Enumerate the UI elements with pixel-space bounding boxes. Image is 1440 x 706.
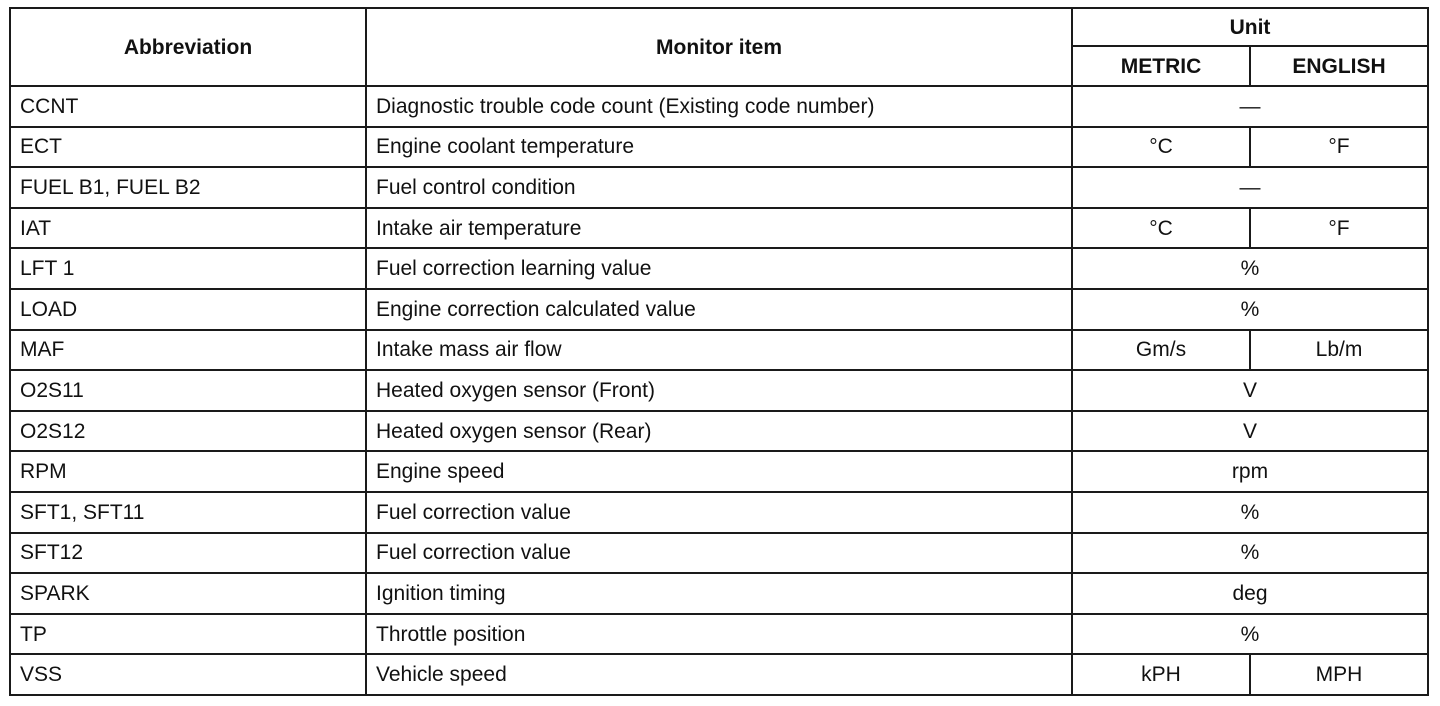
abbreviation-cell: SFT1, SFT11	[10, 492, 366, 533]
header-metric: METRIC	[1072, 46, 1250, 86]
monitor-item-cell: Ignition timing	[366, 573, 1072, 614]
abbreviation-cell: FUEL B1, FUEL B2	[10, 167, 366, 208]
monitor-item-cell: Intake mass air flow	[366, 330, 1072, 371]
monitor-item-cell: Engine coolant temperature	[366, 127, 1072, 168]
header-monitor-item: Monitor item	[366, 8, 1072, 86]
table-row	[10, 614, 1428, 655]
table-row	[10, 208, 1428, 249]
table-row	[10, 411, 1428, 452]
abbreviation-cell: O2S12	[10, 411, 366, 452]
unit-cell: %	[1072, 248, 1428, 289]
table-row	[10, 248, 1428, 289]
abbreviation-cell: ECT	[10, 127, 366, 168]
unit-cell: deg	[1072, 573, 1428, 614]
table-row	[10, 492, 1428, 533]
monitor-item-cell: Fuel correction learning value	[366, 248, 1072, 289]
table-row	[10, 330, 1428, 371]
metric-unit-cell: Gm/s	[1072, 330, 1250, 371]
abbreviation-cell: LOAD	[10, 289, 366, 330]
monitor-item-cell: Intake air temperature	[366, 208, 1072, 249]
abbreviation-cell: VSS	[10, 654, 366, 695]
monitor-item-table	[9, 7, 1429, 696]
monitor-item-cell: Engine correction calculated value	[366, 289, 1072, 330]
metric-unit-cell: °C	[1072, 127, 1250, 168]
table-row	[10, 127, 1428, 168]
unit-cell: rpm	[1072, 451, 1428, 492]
english-unit-cell: °F	[1250, 208, 1428, 249]
table-row	[10, 289, 1428, 330]
monitor-item-cell: Fuel correction value	[366, 533, 1072, 574]
table-row	[10, 573, 1428, 614]
header-row-top	[10, 8, 1428, 46]
monitor-item-cell: Heated oxygen sensor (Front)	[366, 370, 1072, 411]
english-unit-cell: Lb/m	[1250, 330, 1428, 371]
english-unit-cell: MPH	[1250, 654, 1428, 695]
abbreviation-cell: LFT 1	[10, 248, 366, 289]
monitor-item-cell: Fuel correction value	[366, 492, 1072, 533]
monitor-item-cell: Throttle position	[366, 614, 1072, 655]
unit-cell: %	[1072, 533, 1428, 574]
abbreviation-cell: RPM	[10, 451, 366, 492]
monitor-item-cell: Heated oxygen sensor (Rear)	[366, 411, 1072, 452]
monitor-item-cell: Engine speed	[366, 451, 1072, 492]
table-row	[10, 167, 1428, 208]
metric-unit-cell: °C	[1072, 208, 1250, 249]
metric-unit-cell: kPH	[1072, 654, 1250, 695]
table-row	[10, 86, 1428, 127]
table-row	[10, 370, 1428, 411]
abbreviation-cell: CCNT	[10, 86, 366, 127]
unit-cell: %	[1072, 289, 1428, 330]
header-unit: Unit	[1072, 8, 1428, 46]
unit-cell: V	[1072, 370, 1428, 411]
unit-cell: %	[1072, 492, 1428, 533]
monitor-item-table-container	[9, 7, 1427, 696]
table-row	[10, 533, 1428, 574]
header-abbreviation: Abbreviation	[10, 8, 366, 86]
table-row	[10, 654, 1428, 695]
monitor-item-cell: Vehicle speed	[366, 654, 1072, 695]
abbreviation-cell: O2S11	[10, 370, 366, 411]
monitor-item-cell: Diagnostic trouble code count (Existing code number)	[366, 86, 1072, 127]
english-unit-cell: °F	[1250, 127, 1428, 168]
unit-cell: —	[1072, 167, 1428, 208]
abbreviation-cell: IAT	[10, 208, 366, 249]
unit-cell: —	[1072, 86, 1428, 127]
header-english: ENGLISH	[1250, 46, 1428, 86]
monitor-item-cell: Fuel control condition	[366, 167, 1072, 208]
table-row	[10, 451, 1428, 492]
abbreviation-cell: MAF	[10, 330, 366, 371]
table-header	[10, 8, 1428, 86]
unit-cell: V	[1072, 411, 1428, 452]
abbreviation-cell: SFT12	[10, 533, 366, 574]
table-body	[10, 86, 1428, 695]
abbreviation-cell: TP	[10, 614, 366, 655]
unit-cell: %	[1072, 614, 1428, 655]
abbreviation-cell: SPARK	[10, 573, 366, 614]
